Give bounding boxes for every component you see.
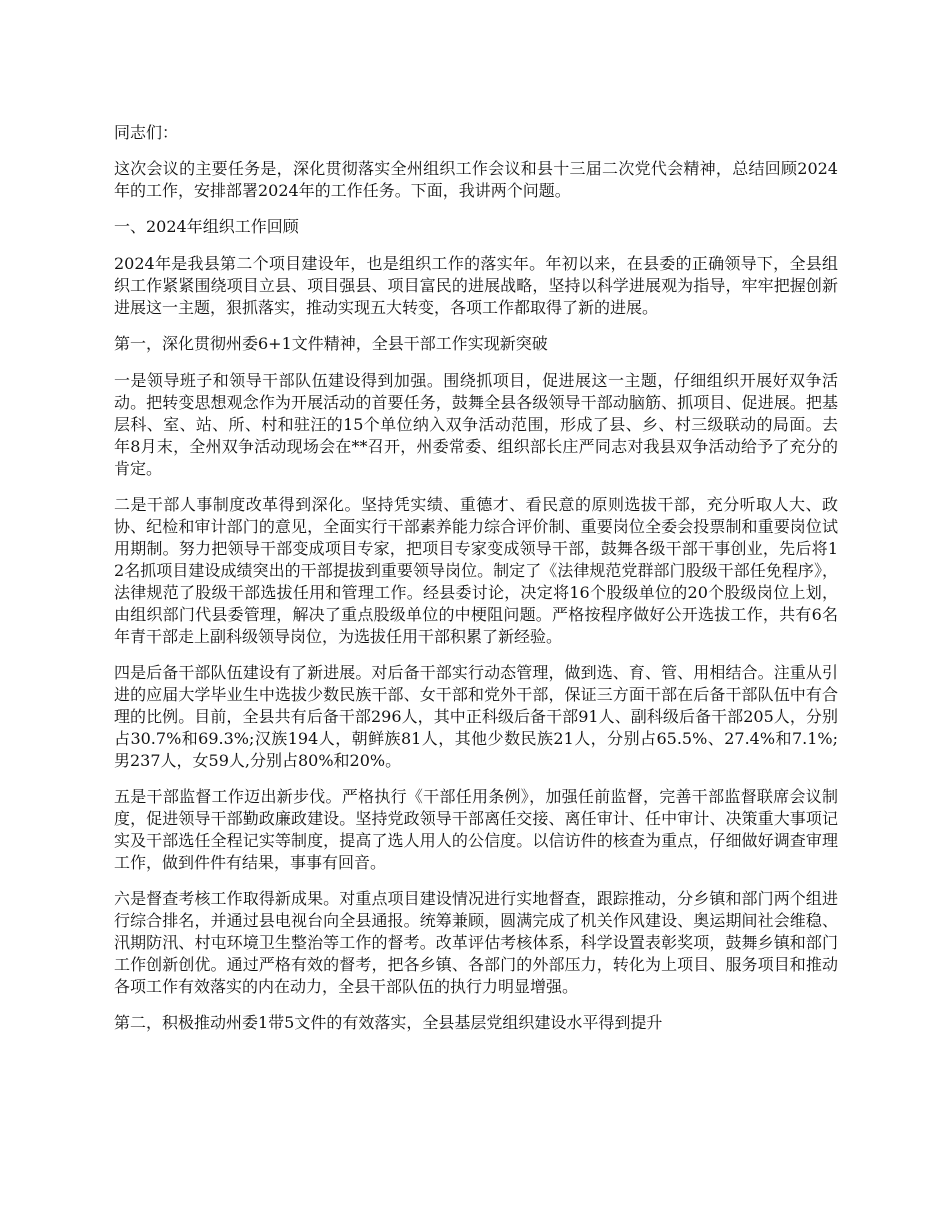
paragraph-point-one: 一是领导班子和领导干部队伍建设得到加强。围绕抓项目，促进展这一主题，仔细组织开展好双争活动。把转变思想观念作为开展活动的首要任务，鼓舞全县各级领导干部动脑筋、抓项目、促进展。把基层科、室、站、所、村和驻汪的15个单位纳入双争活动范围，形成了县、乡、村三级联动的局面。去年8月末，全州双争活动现场会在**召开，州委常委、组织部长庄严同志对我县双争活动给予了充分的肯定。 [114,371,838,478]
salutation: 同志们： [114,123,179,142]
subsection-heading-first: 第一，深化贯彻州委6+1文件精神，全县干部工作实现新突破 [114,334,548,353]
paragraph-point-six: 六是督查考核工作取得新成果。对重点项目建设情况进行实地督查，跟踪推动，分乡镇和部门两个组进行综合排名，并通过县电视台向全县通报。统筹兼顾，圆满完成了机关作风建设、奥运期间社会维稳、汛期防汛、村屯环境卫生整治等工作的督考。改革评估考核体系，科学设置表彰奖项，鼓舞乡镇和部门工作创新创优。通过严格有效的督考，把各乡镇、各部门的外部压力，转化为上项目、服务项目和推动各项工作有效落实的内在动力，全县干部队伍的执行力明显增强。 [114,889,838,996]
document-body [114,122,838,1049]
paragraph-point-two: 二是干部人事制度改革得到深化。坚持凭实绩、重德才、看民意的原则选拔干部，充分听取人大、政协、纪检和审计部门的意见，全面实行干部素养能力综合评价制、重要岗位全委会投票制和重要岗位试用期制。努力把领导干部变成项目专家，把项目专家变成领导干部，鼓舞各级干部干事创业，先后将12名抓项目建设成绩突出的干部提拔到重要领导岗位。制定了《法律规范党群部门股级干部任免程序》，法律规范了股级干部选拔任用和管理工作。经县委讨论，决定将16个股级单位的20个股级岗位上划，由组织部门代县委管理，解决了重点股级单位的中梗阻问题。严格按程序做好公开选拔工作，共有6名年青干部走上副科级领导岗位，为选拔任用干部积累了新经验。 [114,495,838,646]
paragraph-overview: 2024年是我县第二个项目建设年，也是组织工作的落实年。年初以来，在县委的正确领导下，全县组织工作紧紧围绕项目立县、项目强县、项目富民的进展战略，坚持以科学进展观为指导，牢牢把握创新进展这一主题，狠抓落实，推动实现五大转变，各项工作都取得了新的进展。 [114,254,838,317]
paragraph-intro: 这次会议的主要任务是，深化贯彻落实全州组织工作会议和县十三届二次党代会精神，总结回顾2024年的工作，安排部署2024年的工作任务。下面，我讲两个问题。 [114,159,838,200]
paragraph-point-five: 五是干部监督工作迈出新步伐。严格执行《干部任用条例》，加强任前监督，完善干部监督联席会议制度，促进领导干部勤政廉政建设。坚持党政领导干部离任交接、离任审计、任中审计、决策重大事项记实及干部选任全程记实等制度，提高了选人用人的公信度。以信访件的核查为重点，仔细做好调查审理工作，做到件件有结果，事事有回音。 [114,787,838,872]
subsection-heading-second: 第二，积极推动州委1带5文件的有效落实，全县基层党组织建设水平得到提升 [114,1013,663,1032]
section-heading-review: 一、2024年组织工作回顾 [114,217,299,236]
paragraph-point-four: 四是后备干部队伍建设有了新进展。对后备干部实行动态管理，做到选、育、管、用相结合。注重从引进的应届大学毕业生中选拔少数民族干部、女干部和党外干部，保证三方面干部在后备干部队伍中有合理的比例。目前，全县共有后备干部296人，其中正科级后备干部91人、副科级后备干部205人，分别占30.7%和69.3%;汉族194人，朝鲜族81人，其他少数民族21人，分别占65.5%、27.4%和7.1%;男237人，女59人,分别占80%和20%。 [114,663,838,770]
